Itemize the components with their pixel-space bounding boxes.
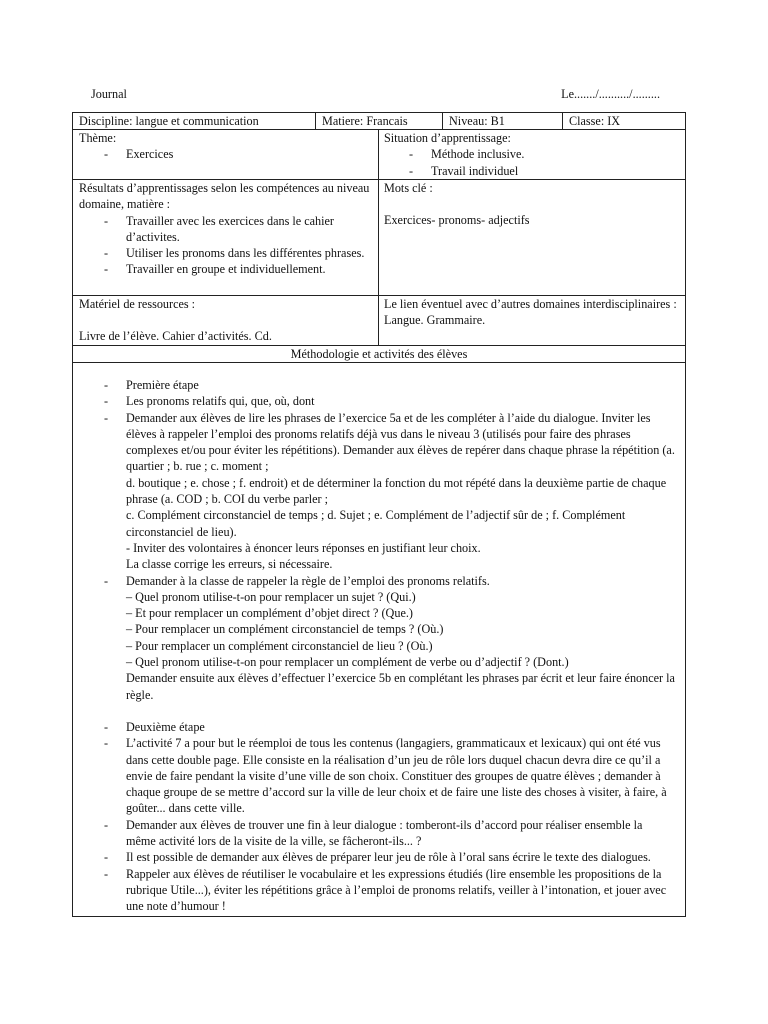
methodologie-title: Méthodologie et activités des élèves (290, 347, 468, 361)
etape1-text: Demander ensuite aux élèves d’effectuer l’exercice 5b en complétant les phrases par écrit et leur faire énoncer la règle. (126, 671, 675, 702)
theme-cell (73, 130, 378, 179)
journal-label: Journal (91, 87, 127, 101)
materiel-cell (73, 296, 378, 345)
etape2-item: - Rappeler aux élèves de réutiliser le vocabulaire et les expressions étudiés (lire ensemble les propositions de la rubrique Utile...), éviter les répétitions grâce à l’emploi de pronoms relatifs, veiller à l’intonation, et jouer avec une note d’humour ! (79, 866, 675, 915)
resultats-item: - Travailler en groupe et individuellement. (79, 261, 372, 277)
question-line: – Pour remplacer un complément circonstanciel de lieu ? (Où.) (126, 638, 433, 653)
etape1-text: - Demander aux élèves de lire les phrases de l’exercice 5a et de les compléter à l’aide du dialogue. Inviter les élèves à rappeler l’emploi des pronoms relatifs déjà vus dans le niveau 3 (utilisés pour faire des phrases complexes et/ou pour éviter les répétitions). Demander aux élèves de repérer dans chaque phrase la répétition (a. quartier ; b. rue ; c. moment ; (126, 410, 675, 474)
etape1-item (79, 573, 675, 703)
etape1-text: - Inviter des volontaires à énoncer leurs réponses en justifiant leur choix. (126, 540, 481, 555)
resultats-cell (73, 180, 378, 295)
etape1-item (79, 410, 675, 573)
niveau-cell: Niveau: B1 (442, 113, 562, 129)
mots-cle-label: Mots clé : (384, 181, 433, 195)
etape1-text: d. boutique ; e. chose ; f. endroit) et de déterminer la fonction du mot répété dans la deuxième partie de chaque phrase (a. COD ; b. COI du verbe parler ; (126, 475, 667, 507)
question-line: – Pour remplacer un complément circonstanciel de temps ? (Où.) (126, 622, 444, 637)
resultats-item: - Utiliser les pronoms dans les différentes phrases. (79, 245, 372, 261)
question-line: – Quel pronom utilise-t-on pour remplacer un complément de verbe ou d’adjectif ? (Dont.) (126, 655, 569, 670)
etape2-item: - L’activité 7 a pour but le réemploi de tous les contenus (langagiers, grammaticaux et lexicaux) qui ont été vus dans cette double page. Elle consiste en la réalisation d’un jeu de rôle lors duquel chacun devra dire ce qu’il a envie de faire pendant la visite d’une ville de son choix. Constituer des groupes de quatre élèves ; demander à chaque groupe de se mettre d’accord sur la ville de leur choix et de faire une liste des choses à visiter, à faire, à goûter... dans cette ville. (79, 735, 675, 816)
lien-cell (378, 296, 685, 345)
methodologie-title-row (73, 346, 685, 363)
resultats-label: Résultats d’apprentissages selon les compétences au niveau domaine, matière : (79, 181, 370, 212)
matiere-cell: Matiere: Francais (315, 113, 442, 129)
situation-cell (378, 130, 685, 179)
theme-item: - Exercices (79, 146, 372, 162)
theme-label: Thème: (79, 131, 117, 145)
etape2-title: - Deuxième étape (79, 719, 675, 735)
etape1-item: - Les pronoms relatifs qui, que, où, dont (79, 393, 675, 409)
etape1-text: c. Complément circonstanciel de temps ; d. Sujet ; e. Complément de l’adjectif sûr de ; f. Complément circonstanciel de lieu). (126, 508, 626, 539)
page-header (91, 86, 660, 102)
etape2-item: - Il est possible de demander aux élèves de préparer leur jeu de rôle à l’oral sans écrire le texte des dialogues. (79, 849, 675, 865)
mots-cle-value: Exercices- pronoms- adjectifs (384, 213, 530, 228)
lien-label: Le lien éventuel avec d’autres domaines interdisciplinaires : (384, 297, 677, 311)
methodologie-body (73, 363, 685, 916)
date-field: Le......./........../......... (561, 87, 660, 101)
materiel-row (73, 296, 685, 346)
resultats-item: - Travailler avec les exercices dans le cahier d’activites. (79, 213, 372, 246)
lien-value: Langue. Grammaire. (384, 313, 486, 328)
discipline-cell: Discipline: langue et communication (79, 114, 259, 128)
situation-label: Situation d’apprentissage: (384, 131, 511, 145)
etape1-text: - Demander à la classe de rappeler la règle de l’emploi des pronoms relatifs. (126, 573, 490, 588)
theme-row (73, 130, 685, 180)
etape1-text: La classe corrige les erreurs, si nécessaire. (126, 557, 333, 572)
question-line: – Et pour remplacer un complément d’objet direct ? (Que.) (126, 606, 413, 621)
question-line: – Quel pronom utilise-t-on pour remplacer un sujet ? (Qui.) (126, 589, 416, 604)
classe-cell: Classe: IX (562, 113, 685, 129)
lesson-table (72, 112, 686, 917)
etape1-title: - Première étape (79, 377, 675, 393)
situation-item: - Travail individuel (384, 163, 679, 179)
etape2-item: - Demander aux élèves de trouver une fin à leur dialogue : tomberont-ils d’accord pour réaliser ensemble la même activité lors de la visite de la ville, se fâcheront-ils... ? (79, 817, 675, 850)
resultats-row (73, 180, 685, 296)
info-row (73, 113, 685, 130)
mots-cle-cell (378, 180, 685, 295)
materiel-label: Matériel de ressources : (79, 297, 196, 311)
materiel-value: Livre de l’élève. Cahier d’activités. Cd. (79, 329, 272, 344)
situation-item: - Méthode inclusive. (384, 146, 679, 162)
